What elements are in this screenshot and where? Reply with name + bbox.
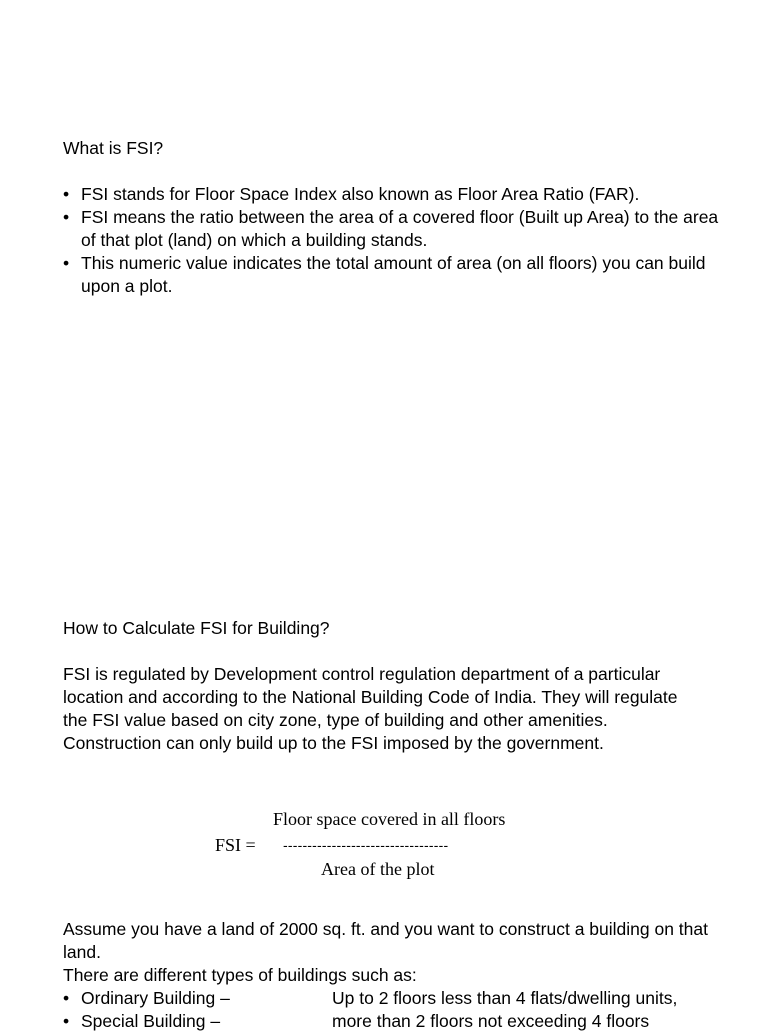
list-item-text: This numeric value indicates the total amount of area (on all floors) you can build upon a plot. xyxy=(81,253,706,296)
list-item xyxy=(63,252,723,298)
list-item xyxy=(63,987,753,1010)
formula-divider: ---------------------------------- xyxy=(283,837,449,853)
bullet-icon: • xyxy=(63,988,70,1008)
building-type-desc: more than 2 floors not exceeding 4 floors xyxy=(332,1011,650,1031)
formula-numerator: Floor space covered in all floors xyxy=(273,809,506,829)
building-type-name: Special Building – xyxy=(81,1011,221,1031)
list-item xyxy=(63,1010,753,1033)
bullet-icon: • xyxy=(63,253,70,273)
heading-how-to-calculate: How to Calculate FSI for Building? xyxy=(63,618,330,638)
list-item xyxy=(63,206,723,252)
formula-denominator: Area of the plot xyxy=(321,859,435,879)
section-how-to-calculate xyxy=(63,617,703,755)
bullet-icon: • xyxy=(63,207,70,227)
section-what-is-fsi xyxy=(63,137,723,298)
building-types-list xyxy=(63,987,753,1033)
heading-what-is-fsi: What is FSI? xyxy=(63,138,164,158)
fsi-formula xyxy=(210,808,570,888)
section-example xyxy=(63,918,723,987)
bullet-icon: • xyxy=(63,184,70,204)
building-type-name: Ordinary Building – xyxy=(81,988,230,1008)
regulation-paragraph: FSI is regulated by Development control regulation department of a particular location and according to the National Building Code of India. They will regulate the FSI value based on city zone, type of building and other amenities. Construction can only build up to the FSI imposed by the government. xyxy=(63,664,678,753)
bullet-icon: • xyxy=(63,1011,70,1031)
list-item-text: FSI means the ratio between the area of a covered floor (Built up Area) to the area of that plot (land) on which a building stands. xyxy=(81,207,719,250)
formula-lhs: FSI = xyxy=(215,835,256,855)
list-item-text: FSI stands for Floor Space Index also known as Floor Area Ratio (FAR). xyxy=(81,184,640,204)
list-item xyxy=(63,183,723,206)
building-types-intro: There are different types of buildings such as: xyxy=(63,965,417,985)
building-type-desc: Up to 2 floors less than 4 flats/dwelling units, xyxy=(332,988,678,1008)
example-paragraph: Assume you have a land of 2000 sq. ft. and you want to construct a building on that land. xyxy=(63,919,708,962)
fsi-definition-list xyxy=(63,183,723,298)
